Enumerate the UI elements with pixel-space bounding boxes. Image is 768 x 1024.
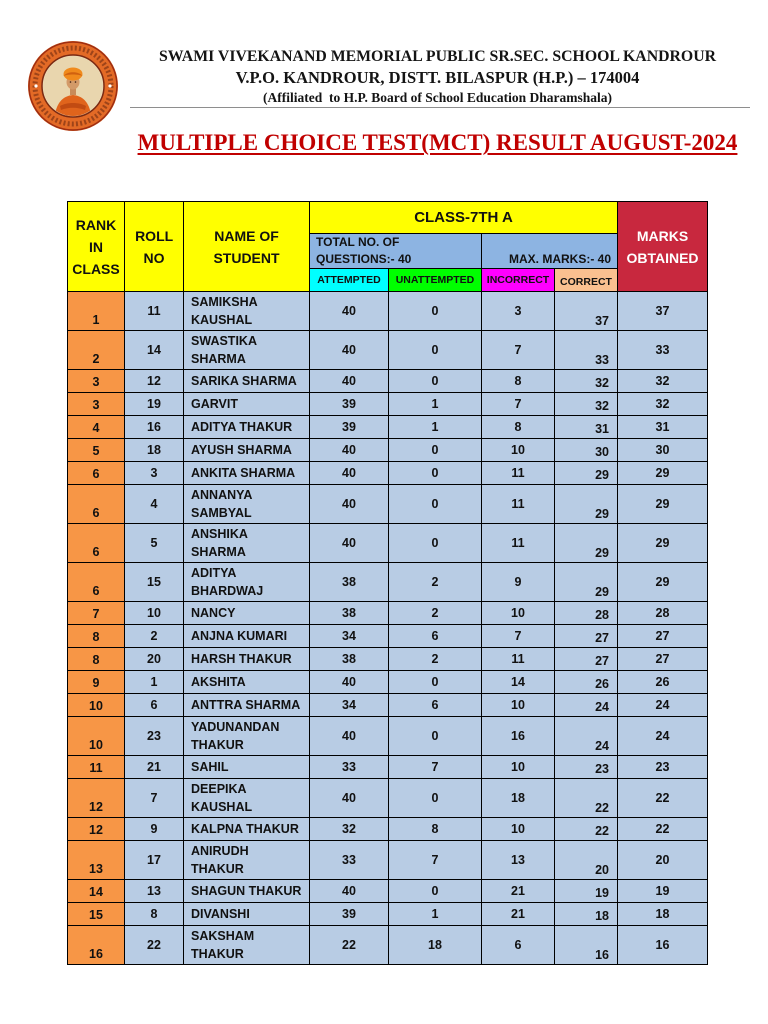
incorrect-cell: 10 — [482, 818, 555, 841]
attempted-cell: 38 — [310, 563, 389, 602]
marks-obtained-header — [618, 202, 708, 292]
unattempted-cell: 0 — [389, 485, 482, 524]
roll-no-cell: 19 — [125, 393, 184, 416]
unattempted-cell: 0 — [389, 717, 482, 756]
correct-cell: 23 — [555, 756, 618, 779]
unattempted-cell: 0 — [389, 880, 482, 903]
student-name-cell — [184, 524, 310, 563]
correct-cell: 29 — [555, 524, 618, 563]
attempted-cell: 22 — [310, 926, 389, 965]
student-row — [68, 818, 708, 841]
roll-no-cell: 20 — [125, 648, 184, 671]
correct-cell: 16 — [555, 926, 618, 965]
incorrect-cell: 9 — [482, 563, 555, 602]
correct-cell: 22 — [555, 779, 618, 818]
student-row — [68, 416, 708, 439]
marks-obtained-cell: 18 — [618, 903, 708, 926]
student-name-cell — [184, 331, 310, 370]
incorrect-cell: 10 — [482, 602, 555, 625]
roll-no-cell: 4 — [125, 485, 184, 524]
school-header — [120, 46, 755, 107]
unattempted-cell: 7 — [389, 841, 482, 880]
max-marks-header: MAX. MARKS:- 40 — [482, 234, 618, 269]
rank-cell: 7 — [68, 602, 125, 625]
unattempted-cell: 7 — [389, 756, 482, 779]
unattempted-cell: 0 — [389, 779, 482, 818]
student-row — [68, 671, 708, 694]
roll-no-cell: 12 — [125, 370, 184, 393]
student-name-header-label: NAME OF STUDENT — [213, 227, 280, 266]
student-name: ANTTRA SHARMA — [191, 698, 301, 712]
attempted-cell: 40 — [310, 331, 389, 370]
roll-no-header — [125, 202, 184, 292]
marks-obtained-cell: 30 — [618, 439, 708, 462]
unattempted-cell: 1 — [389, 416, 482, 439]
rank-cell: 6 — [68, 563, 125, 602]
roll-no-cell: 15 — [125, 563, 184, 602]
incorrect-cell: 13 — [482, 841, 555, 880]
incorrect-cell: 8 — [482, 416, 555, 439]
attempted-cell: 39 — [310, 416, 389, 439]
student-name: SAMIKSHA KAUSHAL — [191, 294, 258, 327]
roll-no-cell: 18 — [125, 439, 184, 462]
student-name-cell — [184, 903, 310, 926]
student-row — [68, 756, 708, 779]
student-name: SWASTIKA SHARMA — [191, 333, 257, 366]
student-name: HARSH THAKUR — [191, 652, 292, 666]
unattempted-cell: 2 — [389, 602, 482, 625]
student-name: AKSHITA — [191, 675, 246, 689]
student-name: ANNANYA SAMBYAL — [191, 487, 252, 520]
roll-no-cell: 23 — [125, 717, 184, 756]
student-row — [68, 462, 708, 485]
unattempted-cell: 0 — [389, 671, 482, 694]
unattempted-cell: 6 — [389, 694, 482, 717]
incorrect-cell: 14 — [482, 671, 555, 694]
correct-cell: 22 — [555, 818, 618, 841]
student-name-cell — [184, 926, 310, 965]
correct-cell: 28 — [555, 602, 618, 625]
correct-header: CORRECT — [555, 269, 618, 292]
student-row — [68, 694, 708, 717]
unattempted-cell: 0 — [389, 462, 482, 485]
rank-cell: 16 — [68, 926, 125, 965]
unattempted-cell: 0 — [389, 524, 482, 563]
correct-cell: 31 — [555, 416, 618, 439]
student-name-cell — [184, 416, 310, 439]
school-address: V.P.O. KANDROUR, DISTT. BILASPUR (H.P.) – 174004 — [235, 68, 640, 87]
marks-obtained-cell: 32 — [618, 393, 708, 416]
roll-no-cell: 9 — [125, 818, 184, 841]
rank-cell: 3 — [68, 370, 125, 393]
correct-cell: 24 — [555, 717, 618, 756]
student-name: KALPNA THAKUR — [191, 822, 299, 836]
student-row — [68, 841, 708, 880]
student-name-cell — [184, 625, 310, 648]
rank-cell: 5 — [68, 439, 125, 462]
roll-no-cell: 5 — [125, 524, 184, 563]
attempted-cell: 38 — [310, 602, 389, 625]
student-name-cell — [184, 756, 310, 779]
student-name-cell — [184, 779, 310, 818]
roll-no-cell: 11 — [125, 292, 184, 331]
unattempted-cell: 1 — [389, 903, 482, 926]
student-row — [68, 602, 708, 625]
roll-no-cell: 3 — [125, 462, 184, 485]
attempted-cell: 40 — [310, 485, 389, 524]
student-name: NANCY — [191, 606, 236, 620]
unattempted-cell: 0 — [389, 331, 482, 370]
incorrect-cell: 7 — [482, 393, 555, 416]
incorrect-cell: 3 — [482, 292, 555, 331]
incorrect-cell: 6 — [482, 926, 555, 965]
header-row — [68, 202, 708, 234]
incorrect-cell: 21 — [482, 903, 555, 926]
rank-cell: 12 — [68, 779, 125, 818]
correct-cell: 29 — [555, 462, 618, 485]
marks-obtained-cell: 24 — [618, 694, 708, 717]
roll-no-cell: 16 — [125, 416, 184, 439]
attempted-cell: 33 — [310, 756, 389, 779]
marks-obtained-cell: 29 — [618, 524, 708, 563]
unattempted-cell: 0 — [389, 370, 482, 393]
correct-cell: 19 — [555, 880, 618, 903]
student-row — [68, 880, 708, 903]
student-name-cell — [184, 393, 310, 416]
rank-cell: 2 — [68, 331, 125, 370]
incorrect-cell: 10 — [482, 694, 555, 717]
marks-obtained-cell: 24 — [618, 717, 708, 756]
student-name: ANIRUDH THAKUR — [191, 843, 249, 876]
incorrect-cell: 16 — [482, 717, 555, 756]
roll-no-header-label: ROLL NO — [135, 227, 174, 266]
student-name: ANKITA SHARMA — [191, 466, 296, 480]
student-row — [68, 292, 708, 331]
roll-no-cell: 8 — [125, 903, 184, 926]
unattempted-cell: 18 — [389, 926, 482, 965]
student-name: ANSHIKA SHARMA — [191, 526, 248, 559]
student-name: DIVANSHI — [191, 907, 250, 921]
attempted-cell: 39 — [310, 903, 389, 926]
school-logo — [27, 40, 119, 132]
rank-cell: 3 — [68, 393, 125, 416]
rank-header-label: RANK IN CLASS — [72, 216, 120, 277]
student-name-cell — [184, 841, 310, 880]
student-row — [68, 370, 708, 393]
marks-obtained-cell: 32 — [618, 370, 708, 393]
page-title: MULTIPLE CHOICE TEST(MCT) RESULT AUGUST-2024 — [137, 130, 738, 155]
unattempted-cell: 0 — [389, 439, 482, 462]
student-row — [68, 563, 708, 602]
rank-cell: 8 — [68, 625, 125, 648]
student-name-cell — [184, 462, 310, 485]
incorrect-header: INCORRECT — [482, 269, 555, 292]
rank-cell: 12 — [68, 818, 125, 841]
rank-cell: 6 — [68, 524, 125, 563]
student-name: GARVIT — [191, 397, 238, 411]
incorrect-cell: 7 — [482, 625, 555, 648]
student-name-cell — [184, 880, 310, 903]
correct-cell: 32 — [555, 393, 618, 416]
student-name: SAHIL — [191, 760, 229, 774]
correct-cell: 27 — [555, 625, 618, 648]
incorrect-cell: 10 — [482, 756, 555, 779]
roll-no-cell: 10 — [125, 602, 184, 625]
student-row — [68, 524, 708, 563]
marks-obtained-cell: 29 — [618, 563, 708, 602]
unattempted-cell: 6 — [389, 625, 482, 648]
marks-obtained-cell: 16 — [618, 926, 708, 965]
attempted-cell: 40 — [310, 292, 389, 331]
attempted-cell: 34 — [310, 694, 389, 717]
header-divider — [130, 107, 750, 108]
marks-obtained-cell: 19 — [618, 880, 708, 903]
incorrect-cell: 11 — [482, 524, 555, 563]
student-name: ADITYA BHARDWAJ — [191, 565, 264, 598]
student-row — [68, 779, 708, 818]
marks-obtained-cell: 33 — [618, 331, 708, 370]
correct-cell: 20 — [555, 841, 618, 880]
correct-cell: 18 — [555, 903, 618, 926]
rank-cell: 9 — [68, 671, 125, 694]
unattempted-cell: 2 — [389, 563, 482, 602]
attempted-cell: 40 — [310, 717, 389, 756]
student-name: AYUSH SHARMA — [191, 443, 292, 457]
total-questions-header — [310, 234, 482, 269]
student-name-cell — [184, 818, 310, 841]
marks-obtained-cell: 31 — [618, 416, 708, 439]
student-row — [68, 485, 708, 524]
rank-cell: 11 — [68, 756, 125, 779]
rank-cell: 1 — [68, 292, 125, 331]
unattempted-header: UNATTEMPTED — [389, 269, 482, 292]
student-row — [68, 625, 708, 648]
rank-cell: 10 — [68, 694, 125, 717]
student-name-cell — [184, 694, 310, 717]
roll-no-cell: 17 — [125, 841, 184, 880]
class-header: CLASS-7TH A — [310, 202, 618, 234]
rank-cell: 14 — [68, 880, 125, 903]
incorrect-cell: 7 — [482, 331, 555, 370]
school-seal-icon — [27, 40, 119, 132]
marks-obtained-cell: 27 — [618, 648, 708, 671]
student-name-cell — [184, 485, 310, 524]
unattempted-cell: 2 — [389, 648, 482, 671]
unattempted-cell: 0 — [389, 292, 482, 331]
correct-cell: 29 — [555, 485, 618, 524]
student-name-cell — [184, 439, 310, 462]
attempted-cell: 34 — [310, 625, 389, 648]
marks-obtained-cell: 29 — [618, 485, 708, 524]
attempted-cell: 40 — [310, 671, 389, 694]
student-name-cell — [184, 671, 310, 694]
correct-cell: 37 — [555, 292, 618, 331]
result-table-header — [68, 202, 708, 292]
attempted-cell: 33 — [310, 841, 389, 880]
incorrect-cell: 8 — [482, 370, 555, 393]
attempted-cell: 40 — [310, 524, 389, 563]
correct-cell: 29 — [555, 563, 618, 602]
attempted-cell: 40 — [310, 439, 389, 462]
correct-cell: 33 — [555, 331, 618, 370]
student-name-header — [184, 202, 310, 292]
student-name-cell — [184, 717, 310, 756]
rank-cell: 6 — [68, 485, 125, 524]
student-name: ADITYA THAKUR — [191, 420, 293, 434]
school-name: SWAMI VIVEKANAND MEMORIAL PUBLIC SR.SEC. SCHOOL KANDROUR — [158, 48, 717, 65]
incorrect-cell: 18 — [482, 779, 555, 818]
student-row — [68, 331, 708, 370]
rank-cell: 15 — [68, 903, 125, 926]
marks-obtained-cell: 28 — [618, 602, 708, 625]
incorrect-cell: 10 — [482, 439, 555, 462]
student-name-cell — [184, 648, 310, 671]
rank-cell: 6 — [68, 462, 125, 485]
marks-obtained-header-label: MARKS OBTAINED — [626, 227, 699, 266]
student-row — [68, 903, 708, 926]
rank-header — [68, 202, 125, 292]
student-row — [68, 926, 708, 965]
marks-obtained-cell: 27 — [618, 625, 708, 648]
student-name-cell — [184, 370, 310, 393]
roll-no-cell: 2 — [125, 625, 184, 648]
attempted-cell: 39 — [310, 393, 389, 416]
roll-no-cell: 7 — [125, 779, 184, 818]
rank-cell: 13 — [68, 841, 125, 880]
roll-no-cell: 14 — [125, 331, 184, 370]
unattempted-cell: 8 — [389, 818, 482, 841]
marks-obtained-cell: 26 — [618, 671, 708, 694]
student-row — [68, 717, 708, 756]
attempted-cell: 40 — [310, 462, 389, 485]
rank-cell: 8 — [68, 648, 125, 671]
student-name: SARIKA SHARMA — [191, 374, 297, 388]
marks-obtained-cell: 37 — [618, 292, 708, 331]
marks-obtained-cell: 22 — [618, 818, 708, 841]
incorrect-cell: 21 — [482, 880, 555, 903]
roll-no-cell: 1 — [125, 671, 184, 694]
correct-cell: 30 — [555, 439, 618, 462]
roll-no-cell: 13 — [125, 880, 184, 903]
unattempted-cell: 1 — [389, 393, 482, 416]
student-row — [68, 648, 708, 671]
correct-cell: 26 — [555, 671, 618, 694]
roll-no-cell: 22 — [125, 926, 184, 965]
attempted-header: ATTEMPTED — [310, 269, 389, 292]
result-rows — [68, 292, 708, 965]
rank-cell: 4 — [68, 416, 125, 439]
student-row — [68, 439, 708, 462]
total-questions-label: TOTAL NO. OF QUESTIONS:- 40 — [316, 235, 412, 266]
student-name-cell — [184, 563, 310, 602]
attempted-cell: 38 — [310, 648, 389, 671]
attempted-cell: 32 — [310, 818, 389, 841]
incorrect-cell: 11 — [482, 462, 555, 485]
student-name: SHAGUN THAKUR — [191, 884, 302, 898]
marks-obtained-cell: 23 — [618, 756, 708, 779]
student-row — [68, 393, 708, 416]
affiliation-text: (Affiliated to H.P. Board of School Education Dharamshala) — [262, 90, 613, 105]
student-name: YADUNANDAN THAKUR — [191, 719, 280, 752]
result-table — [67, 201, 708, 965]
correct-cell: 24 — [555, 694, 618, 717]
correct-cell: 27 — [555, 648, 618, 671]
roll-no-cell: 6 — [125, 694, 184, 717]
student-name: ANJNA KUMARI — [191, 629, 288, 643]
student-name: DEEPIKA KAUSHAL — [191, 781, 253, 814]
student-name-cell — [184, 602, 310, 625]
marks-obtained-cell: 20 — [618, 841, 708, 880]
attempted-cell: 40 — [310, 370, 389, 393]
attempted-cell: 40 — [310, 880, 389, 903]
marks-obtained-cell: 22 — [618, 779, 708, 818]
attempted-cell: 40 — [310, 779, 389, 818]
incorrect-cell: 11 — [482, 485, 555, 524]
rank-cell: 10 — [68, 717, 125, 756]
incorrect-cell: 11 — [482, 648, 555, 671]
roll-no-cell: 21 — [125, 756, 184, 779]
marks-obtained-cell: 29 — [618, 462, 708, 485]
student-name-cell — [184, 292, 310, 331]
student-name: SAKSHAM THAKUR — [191, 928, 255, 961]
correct-cell: 32 — [555, 370, 618, 393]
